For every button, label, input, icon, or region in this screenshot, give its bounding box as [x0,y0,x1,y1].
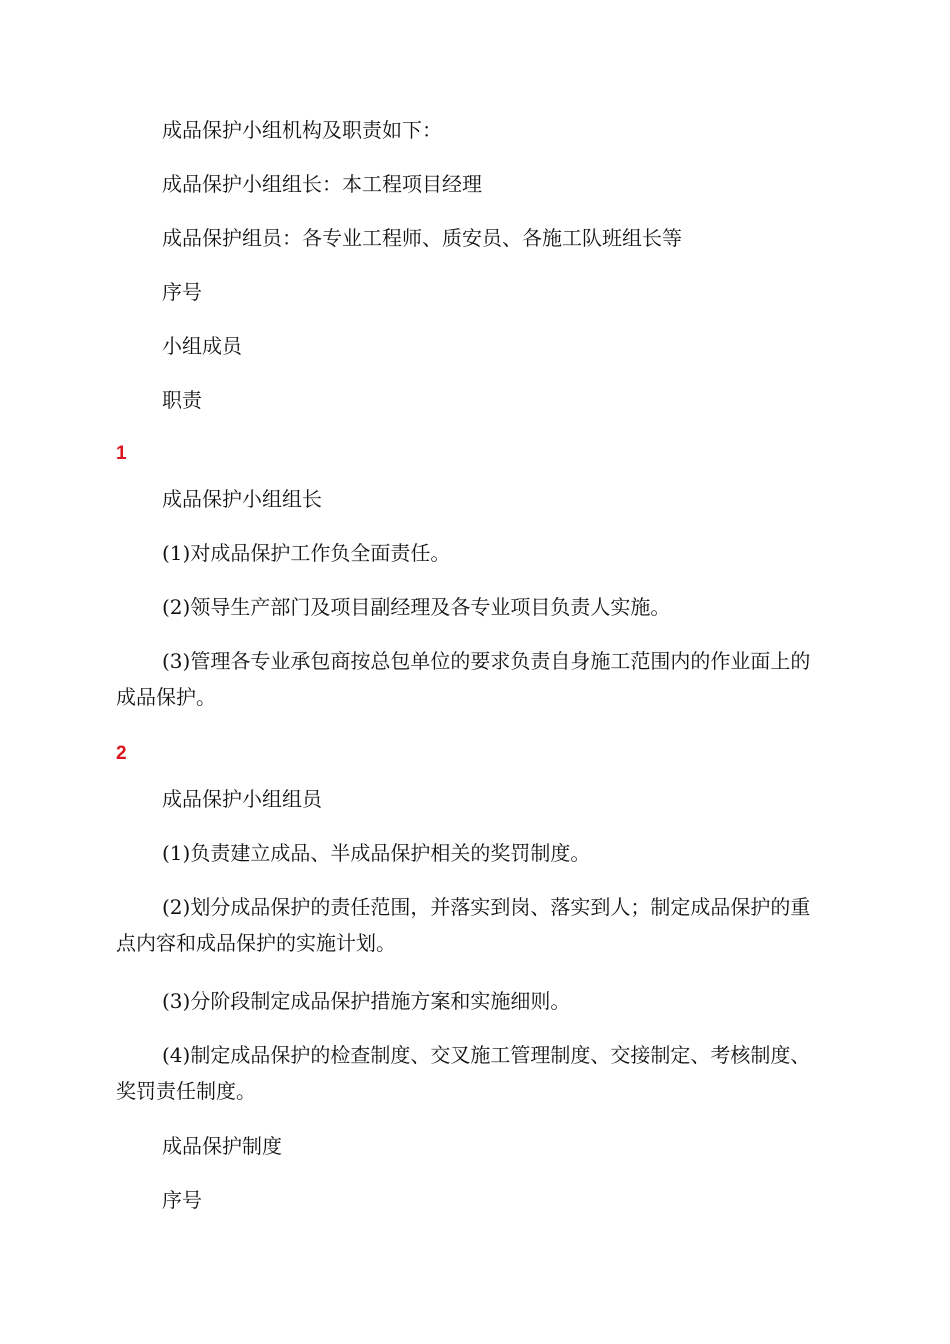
intro-paragraph: 成品保护小组机构及职责如下： [162,118,442,142]
row-number-1: 1 [116,443,127,464]
table-header-number: 序号 [162,280,202,304]
row-1-duty-3: (3)管理各专业承包商按总包单位的要求负责自身施工范围内的作业面上的成品保护。 [116,649,811,709]
row-1-duty-2: (2)领导生产部门及项目副经理及各专业项目负责人实施。 [162,595,671,619]
row-member-1: 成品保护小组组长 [162,487,322,511]
row-2-duty-3: (3)分阶段制定成品保护措施方案和实施细则。 [162,989,571,1013]
row-number-2: 2 [116,743,127,764]
members-paragraph: 成品保护组员：各专业工程师、质安员、各施工队班组长等 [162,226,682,250]
table-header-member: 小组成员 [162,334,242,358]
leader-paragraph: 成品保护小组组长：本工程项目经理 [162,172,482,196]
row-2-duty-4: (4)制定成品保护的检查制度、交叉施工管理制度、交接制定、考核制度、奖罚责任制度。 [116,1043,811,1103]
row-1-duty-1: (1)对成品保护工作负全面责任。 [162,541,451,565]
table2-header-number: 序号 [162,1188,202,1212]
row-2-duty-2: (2)划分成品保护的责任范围，并落实到岗、落实到人；制定成品保护的重点内容和成品保护的实施计划。 [116,895,811,955]
section-title: 成品保护制度 [162,1134,282,1158]
table-header-duty: 职责 [162,388,202,412]
row-member-2: 成品保护小组组员 [162,787,322,811]
row-2-duty-1: (1)负责建立成品、半成品保护相关的奖罚制度。 [162,841,591,865]
